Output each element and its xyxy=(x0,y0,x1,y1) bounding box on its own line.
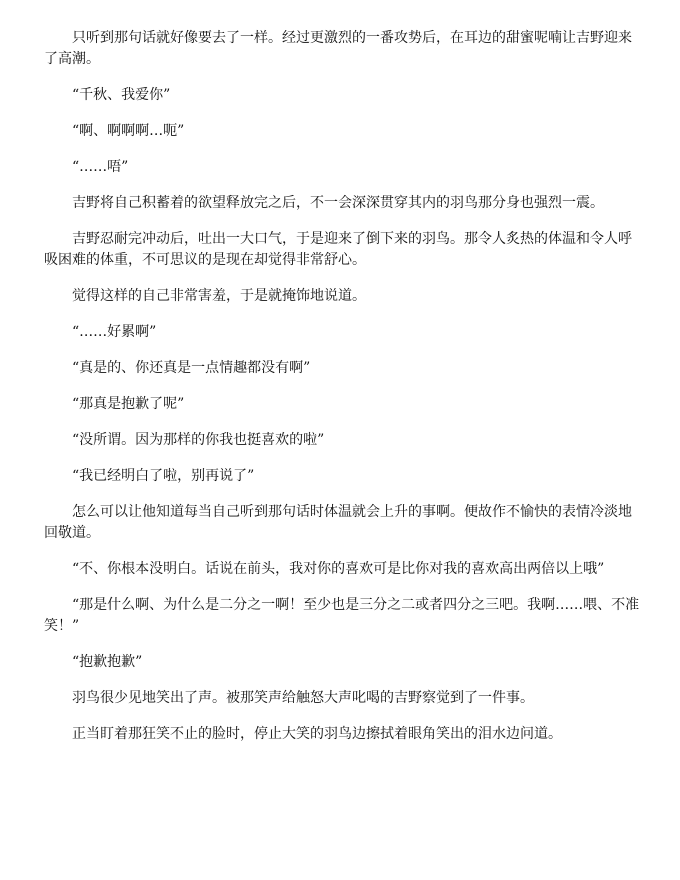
paragraph: “那真是抱歉了呢” xyxy=(72,396,185,412)
paragraph: 正当盯着那狂笑不止的脸时，停止大笑的羽鸟边擦拭着眼角笑出的泪水边问道。 xyxy=(72,726,562,742)
paragraph: “……好累啊” xyxy=(72,324,157,340)
paragraph: “抱歉抱歉” xyxy=(72,654,143,670)
paragraph: 觉得这样的自己非常害羞，于是就掩饰地说道。 xyxy=(72,288,366,304)
paragraph: “千秋、我爱你” xyxy=(72,87,171,103)
paragraph: “啊、啊啊啊…呃” xyxy=(72,123,185,139)
paragraph: “没所谓。因为那样的你我也挺喜欢的啦” xyxy=(72,432,325,448)
paragraph: 吉野将自己积蓄着的欲望释放完之后，不一会深深贯穿其内的羽鸟那分身也强烈一震。 xyxy=(72,195,604,211)
paragraph: 只听到那句话就好像要去了一样。经过更激烈的一番攻势后，在耳边的甜蜜呢喃让吉野迎来了高潮。 xyxy=(44,30,632,67)
paragraph: “……唔” xyxy=(72,159,129,175)
document-body xyxy=(44,28,640,760)
paragraph: 羽鸟很少见地笑出了声。被那笑声给触怒大声叱喝的吉野察觉到了一件事。 xyxy=(72,690,534,706)
paragraph: “真是的、你还真是一点情趣都没有啊” xyxy=(72,360,311,376)
paragraph: “不、你根本没明白。话说在前头，我对你的喜欢可是比你对我的喜欢高出两倍以上哦” xyxy=(72,561,605,577)
paragraph: 怎么可以让他知道每当自己听到那句话时体温就会上升的事啊。便故作不愉快的表情冷淡地回敬道。 xyxy=(44,504,632,541)
paragraph: 吉野忍耐完冲动后，吐出一大口气，于是迎来了倒下来的羽鸟。那令人炙热的体温和令人呼吸困难的体重，不可思议的是现在却觉得非常舒心。 xyxy=(44,231,632,268)
paragraph: “那是什么啊、为什么是二分之一啊！至少也是三分之二或者四分之三吧。我啊……喂、不准笑！” xyxy=(44,597,640,634)
paragraph: “我已经明白了啦，别再说了” xyxy=(72,468,255,484)
